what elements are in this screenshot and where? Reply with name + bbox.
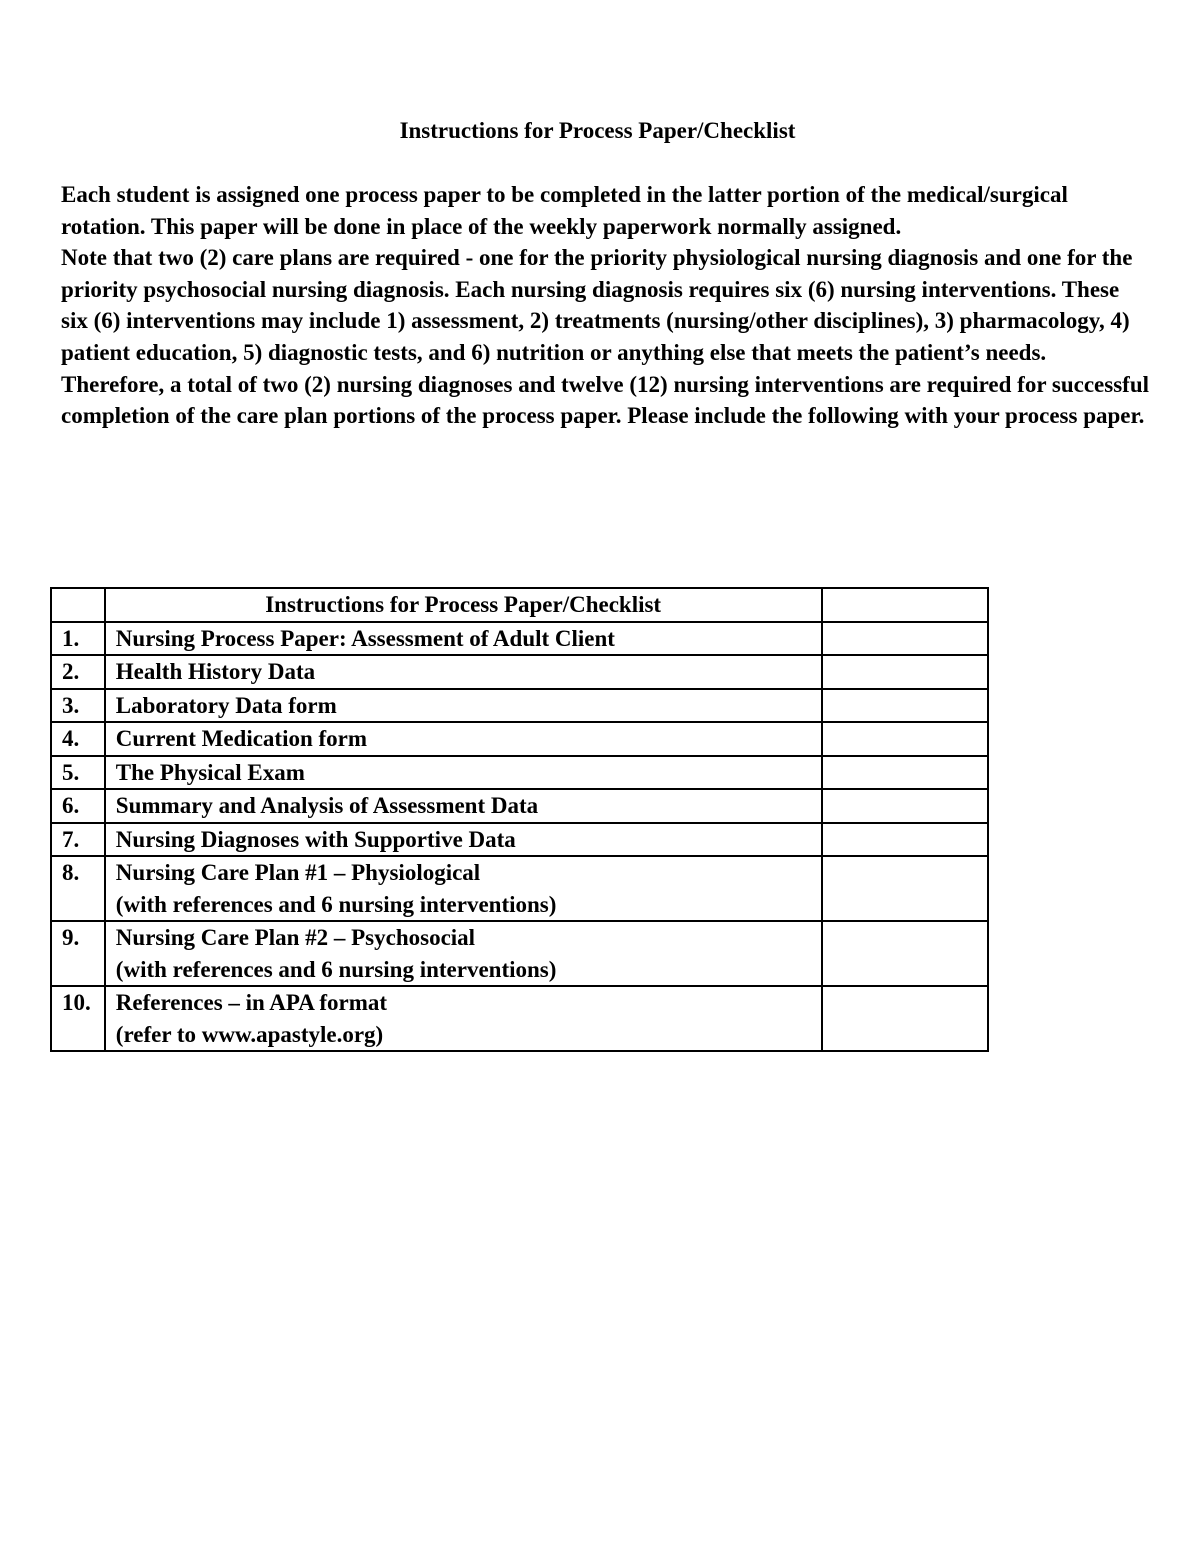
checklist-row [51, 756, 988, 790]
checklist-item-label: Laboratory Data form [115, 692, 337, 718]
checklist-header-row [51, 588, 988, 622]
checklist-item-label: The Physical Exam [115, 759, 305, 785]
header-number-cell [51, 588, 105, 622]
intro-paragraph-assignment: Each student is assigned one process paper to be completed in the latter portion of the medical/surgical rotation. This paper will be done in place of the weekly paperwork normally assigned. [61, 182, 1068, 239]
checklist-item-label: Nursing Process Paper: Assessment of Adult Client [115, 625, 615, 651]
checklist-item [105, 622, 822, 656]
checklist-check-cell[interactable] [822, 722, 988, 756]
checklist-item-label: Health History Data [115, 659, 316, 684]
checklist-item-number: 4. [51, 722, 105, 756]
checklist-row [51, 856, 988, 921]
checklist-item-label: Nursing Care Plan #2 – Psychosocial [115, 925, 476, 950]
checklist-item-note: (with references and 6 nursing interventions) [115, 891, 557, 917]
checklist-table [50, 587, 989, 1052]
checklist-item-label: References – in APA format [115, 990, 388, 1015]
checklist-check-cell[interactable] [822, 986, 988, 1051]
intro-text [61, 179, 1151, 432]
checklist-item-note: (with references and 6 nursing interventions) [115, 956, 557, 982]
checklist-check-cell[interactable] [822, 622, 988, 656]
checklist-item-number: 1. [51, 622, 105, 656]
checklist-row [51, 622, 988, 656]
checklist-item-label: Nursing Diagnoses with Supportive Data [115, 826, 516, 852]
checklist-item-number: 6. [51, 789, 105, 823]
checklist-check-cell[interactable] [822, 921, 988, 986]
checklist-check-cell[interactable] [822, 689, 988, 723]
checklist-item-number: 2. [51, 655, 105, 689]
checklist-item-label: Current Medication form [115, 726, 368, 751]
checklist-item-number: 3. [51, 689, 105, 723]
checklist-item-number: 9. [51, 921, 105, 986]
checklist-item [105, 655, 822, 689]
checklist-check-cell[interactable] [822, 756, 988, 790]
checklist-row [51, 921, 988, 986]
checklist-row [51, 689, 988, 723]
checklist-check-cell[interactable] [822, 823, 988, 857]
checklist-row [51, 789, 988, 823]
document-title: Instructions for Process Paper/Checklist [399, 118, 796, 143]
checklist-row [51, 986, 988, 1051]
checklist-row [51, 823, 988, 857]
checklist-check-cell[interactable] [822, 655, 988, 689]
checklist-item-number: 5. [51, 756, 105, 790]
checklist-item [105, 756, 822, 790]
checklist-item-note: (refer to www.apastyle.org) [115, 1021, 384, 1047]
checklist-item-number: 7. [51, 823, 105, 857]
checklist-item [105, 856, 822, 921]
checklist-item [105, 689, 822, 723]
checklist-item [105, 986, 822, 1051]
header-check-cell [822, 588, 988, 622]
checklist-item-label: Summary and Analysis of Assessment Data [115, 793, 539, 818]
checklist-item [105, 823, 822, 857]
checklist-header: Instructions for Process Paper/Checklist [105, 588, 822, 622]
checklist-item-number: 10. [51, 986, 105, 1051]
checklist-item-label: Nursing Care Plan #1 – Physiological [115, 860, 481, 885]
checklist-item-number: 8. [51, 856, 105, 921]
checklist-check-cell[interactable] [822, 789, 988, 823]
intro-paragraph-care-plans: Note that two (2) care plans are required - one for the priority physiological nursing diagnosis and one for the priority psychosocial nursing diagnosis. Each nursing diagnosis requires six (6) nursing interventions. These six (6) interventions may include 1) assessment, 2) treatments (nursing/other disciplines), 3) pharmacology, 4) patient education, 5) diagnostic tests, and 6) nutrition or anything else that meets the patient’s needs. Therefore, a total of two (2) nursing diagnoses and twelve (12) nursing interventions are required for successful completion of the care plan portions of the process paper. Please include the following with your process paper. [61, 245, 1149, 429]
checklist-item [105, 722, 822, 756]
checklist-item [105, 789, 822, 823]
checklist-check-cell[interactable] [822, 856, 988, 921]
checklist-row [51, 655, 988, 689]
checklist-row [51, 722, 988, 756]
checklist-item [105, 921, 822, 986]
